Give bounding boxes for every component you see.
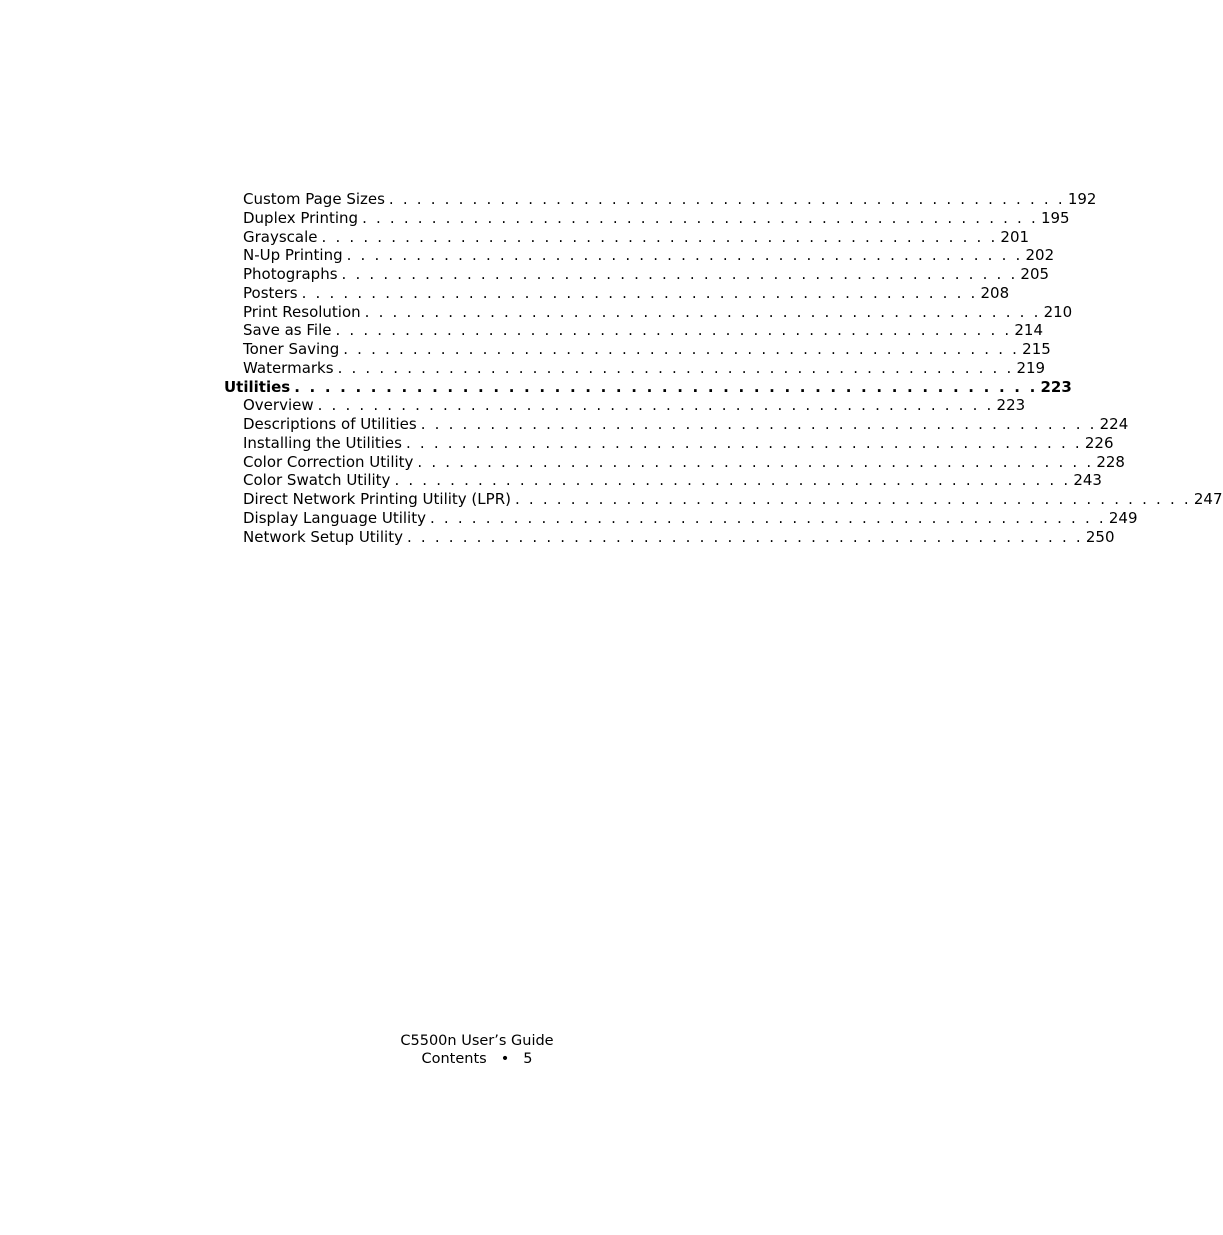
- dot-leader: . . . . . . . . . . . . . . . . . . . . . . . . . . . . . . . . . . . . . . . . . . . . . . . . .: [337, 358, 1014, 377]
- dot-leader: . . . . . . . . . . . . . . . . . . . . . . . . . . . . . . . . . . . . . . . . . . . . . . . . .: [343, 340, 1020, 358]
- toc-entry-title: Toner Saving: [243, 340, 340, 358]
- toc-entry-page: 243: [1073, 471, 1102, 490]
- toc-entry-title: Descriptions of Utilities: [243, 415, 417, 433]
- toc-entry-title: Installing the Utilities: [243, 433, 402, 452]
- footer-section-name: Contents: [421, 1051, 487, 1067]
- toc-entry[interactable]: [224, 471, 1102, 490]
- toc-entry-page: 202: [1025, 246, 1055, 265]
- bullet-separator: •: [500, 1051, 510, 1067]
- toc-entry[interactable]: [224, 283, 1010, 303]
- toc-entry[interactable]: [224, 227, 1030, 247]
- toc-entry-page: 214: [1014, 321, 1044, 340]
- toc-entry[interactable]: [224, 490, 1223, 509]
- dot-leader: . . . . . . . . . . . . . . . . . . . . . . . . . . . . . . . . . . . . . . . . . . . . . . . . .: [388, 190, 1065, 208]
- toc-entry-page: 250: [1085, 527, 1115, 546]
- toc-entry-title: Posters: [243, 283, 298, 302]
- toc-entry-page: 205: [1020, 265, 1050, 283]
- toc-chapter-entry[interactable]: [224, 377, 1072, 397]
- dot-leader: . . . . . . . . . . . . . . . . . . . . . . . . . . . . . . . . . . . . . . . . . . . . . . . . .: [429, 508, 1106, 527]
- page-footer: [0, 1032, 954, 1068]
- table-of-contents: [224, 190, 1223, 546]
- toc-entry-title: Grayscale: [243, 227, 318, 246]
- dot-leader: . . . . . . . . . . . . . . . . . . . . . . . . . . . . . . . . . . . . . . . . . . . . . . . . .: [301, 283, 978, 302]
- toc-entry-page: 208: [980, 283, 1010, 302]
- toc-chapter-page: 223: [1040, 377, 1072, 396]
- dot-leader: . . . . . . . . . . . . . . . . . . . . . . . . . . . . . . . . . . . . . . . . . . . . . . . . .: [514, 490, 1191, 508]
- toc-entry-page: 195: [1040, 208, 1070, 227]
- toc-entry-page: 228: [1096, 452, 1125, 471]
- toc-entry[interactable]: [224, 208, 1070, 228]
- toc-entry-title: Save as File: [243, 321, 332, 340]
- dot-leader: . . . . . . . . . . . . . . . . . . . . . . . . . . . . . . . . . . . . . . . . . . . . . . . . .: [294, 377, 1038, 396]
- toc-entry[interactable]: [224, 321, 1044, 340]
- toc-entry[interactable]: [224, 340, 1051, 359]
- toc-entry-title: N-Up Printing: [243, 246, 343, 265]
- footer-page-number: 5: [523, 1051, 533, 1067]
- toc-entry-page: 249: [1108, 508, 1138, 527]
- dot-leader: . . . . . . . . . . . . . . . . . . . . . . . . . . . . . . . . . . . . . . . . . . . . . . . . .: [346, 246, 1023, 265]
- toc-entry[interactable]: [224, 358, 1046, 378]
- toc-entry[interactable]: [224, 415, 1129, 434]
- toc-entry-title: Custom Page Sizes: [243, 190, 385, 208]
- toc-entry-title: Color Swatch Utility: [243, 471, 391, 490]
- toc-chapter-title: Utilities: [224, 377, 291, 396]
- dot-leader: . . . . . . . . . . . . . . . . . . . . . . . . . . . . . . . . . . . . . . . . . . . . . . . . .: [405, 433, 1082, 452]
- dot-leader: . . . . . . . . . . . . . . . . . . . . . . . . . . . . . . . . . . . . . . . . . . . . . . . . .: [362, 208, 1038, 227]
- dot-leader: . . . . . . . . . . . . . . . . . . . . . . . . . . . . . . . . . . . . . . . . . . . . . . . . .: [420, 415, 1097, 433]
- toc-entry-title: Color Correction Utility: [243, 452, 414, 471]
- footer-guide-title: C5500n User’s Guide: [400, 1033, 554, 1049]
- toc-entry[interactable]: [224, 527, 1115, 547]
- dot-leader: . . . . . . . . . . . . . . . . . . . . . . . . . . . . . . . . . . . . . . . . . . . . . . . . .: [406, 527, 1083, 546]
- toc-entry-title: Watermarks: [243, 358, 334, 377]
- toc-entry-page: 192: [1067, 190, 1097, 208]
- toc-entry[interactable]: [224, 452, 1125, 472]
- dot-leader: . . . . . . . . . . . . . . . . . . . . . . . . . . . . . . . . . . . . . . . . . . . . . . . . .: [321, 227, 998, 246]
- dot-leader: . . . . . . . . . . . . . . . . . . . . . . . . . . . . . . . . . . . . . . . . . . . . . . . . .: [417, 452, 1094, 471]
- toc-entry[interactable]: [224, 433, 1114, 453]
- toc-entry[interactable]: [224, 302, 1073, 322]
- toc-entry-title: Overview: [243, 396, 314, 415]
- footer-page-info: [0, 1050, 954, 1068]
- dot-leader: . . . . . . . . . . . . . . . . . . . . . . . . . . . . . . . . . . . . . . . . . . . . . . . . .: [317, 396, 994, 415]
- toc-entry-title: Photographs: [243, 265, 338, 283]
- toc-entry-page: 219: [1016, 358, 1046, 377]
- toc-entry-page: 215: [1022, 340, 1051, 358]
- toc-entry-title: Display Language Utility: [243, 508, 426, 527]
- dot-leader: . . . . . . . . . . . . . . . . . . . . . . . . . . . . . . . . . . . . . . . . . . . . . . . . .: [335, 321, 1012, 340]
- toc-entry-page: 226: [1084, 433, 1114, 452]
- toc-entry-title: Duplex Printing: [243, 208, 359, 227]
- toc-entry[interactable]: [224, 190, 1097, 209]
- toc-entry[interactable]: [224, 265, 1050, 284]
- toc-entry-page: 247: [1193, 490, 1223, 508]
- toc-entry-title: Direct Network Printing Utility (LPR): [243, 490, 511, 508]
- dot-leader: . . . . . . . . . . . . . . . . . . . . . . . . . . . . . . . . . . . . . . . . . . . . . . . . .: [341, 265, 1018, 283]
- toc-entry-page: 224: [1099, 415, 1129, 433]
- toc-entry-title: Network Setup Utility: [243, 527, 403, 546]
- toc-entry[interactable]: [224, 246, 1055, 265]
- dot-leader: . . . . . . . . . . . . . . . . . . . . . . . . . . . . . . . . . . . . . . . . . . . . . . . . .: [394, 471, 1071, 490]
- toc-entry[interactable]: [224, 508, 1138, 528]
- dot-leader: . . . . . . . . . . . . . . . . . . . . . . . . . . . . . . . . . . . . . . . . . . . . . . . . .: [364, 302, 1041, 321]
- toc-entry-title: Print Resolution: [243, 302, 361, 321]
- toc-entry-page: 201: [1000, 227, 1030, 246]
- toc-entry-page: 223: [996, 396, 1026, 415]
- toc-entry-page: 210: [1043, 302, 1073, 321]
- toc-entry[interactable]: [224, 396, 1026, 415]
